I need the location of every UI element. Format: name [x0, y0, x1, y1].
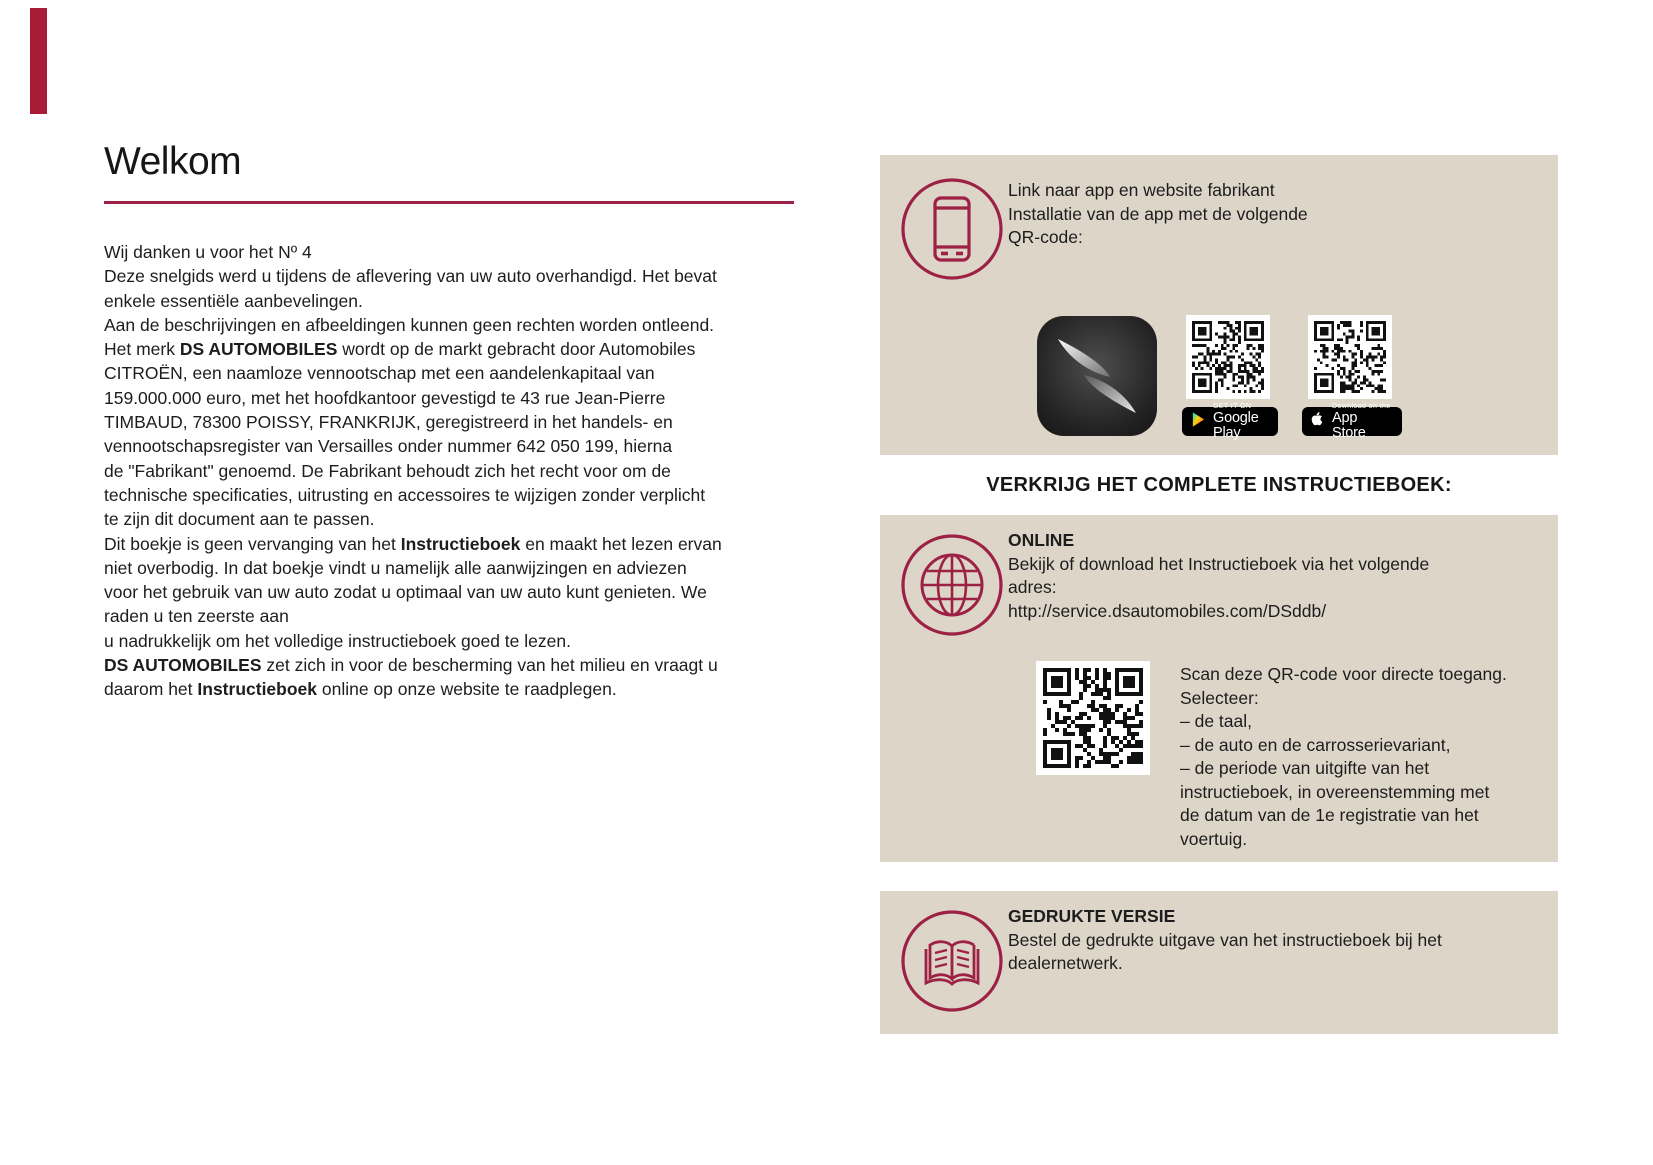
online-box-lines: Bekijk of download het Instructieboek via het volgende adres:: [1008, 553, 1430, 597]
smartphone-icon: [900, 177, 1004, 281]
apple-icon: [1310, 410, 1326, 434]
online-box-title: ONLINE: [1008, 530, 1075, 550]
app-box: [880, 155, 1558, 455]
app-box-text: Link naar app en website fabrikant Installatie van de app met de volgende QR-code:: [1008, 180, 1308, 247]
globe-icon: [900, 533, 1004, 637]
print-box-text: [1008, 905, 1442, 976]
intro-paragraph: Wij danken u voor het Nº 4 Deze snelgids werd u tijdens de aflevering van uw auto overhandigd. Het bevat enkele essentiële aanbevelingen. Aan de beschrijvingen en afbeeldingen kunnen geen rechten worden ontleend. Het merk DS AUTOMOBILES wordt op de markt gebracht door Automobiles CITROËN, een naamloze vennootschap met een aandelenkapitaal van 159.000.000 euro, met het hoofdkantoor gevestigd te 43 rue Jean-Pierre TIMBAUD, 78300 POISSY, FRANKRIJK, geregistreerd in het handels- en vennootschapsregister van Versailles onder nummer 642 050 199, hierna de "Fabrikant" genoemd. De Fabrikant behoudt zich het recht voor om de technische specificaties, uitrusting en accessoires te wijzigen zonder verplicht te zijn dit document aan te passen. Dit boekje is geen vervanging van het Instructieboek en maakt het lezen ervan niet overbodig. In dat boekje vindt u namelijk alle aanwijzingen en adviezen voor het gebruik van uw auto zodat u optimaal van uw auto kunt genieten. We raden u ten zeerste aan u nadrukkelijk om het volledige instructieboek goed te lezen. DS AUTOMOBILES zet zich in voor de bescherming van het milieu en vraagt u daarom het Instructieboek online op onze website te raadplegen.: [104, 242, 722, 700]
online-box-text: [1008, 529, 1429, 623]
ds-app-icon: [1036, 315, 1158, 437]
qr-code-manual: [1036, 661, 1150, 775]
manual-url[interactable]: http://service.dsautomobiles.com/DSddb/: [1008, 600, 1327, 621]
title-underline: [104, 201, 794, 204]
qr-code-google-play: [1186, 315, 1270, 399]
open-book-icon: [900, 909, 1004, 1013]
print-box-lines: Bestel de gedrukte uitgave van het instructieboek bij het dealernetwerk.: [1008, 929, 1442, 973]
qr-instructions: Scan deze QR-code voor directe toegang. Selecteer: – de taal, – de auto en de carrosserievariant, – de periode van uitgifte van het instructieboek, in overeenstemming met de datum van de 1e registratie van het voertuig.: [1180, 664, 1507, 849]
section-heading: VERKRIJG HET COMPLETE INSTRUCTIEBOEK:: [986, 474, 1452, 496]
online-box: [880, 515, 1558, 862]
chapter-ribbon: [30, 8, 47, 114]
google-play-badge[interactable]: [1182, 403, 1278, 441]
qr-code-app-store: [1308, 315, 1392, 399]
page-title: Welkom: [104, 140, 242, 183]
print-box: [880, 891, 1558, 1034]
badge-tagline: GET IT ON: [1213, 403, 1252, 410]
badge-store-name: App Store: [1332, 410, 1366, 441]
print-box-title: GEDRUKTE VERSIE: [1008, 906, 1176, 926]
app-store-badge[interactable]: [1302, 403, 1402, 441]
badge-tagline: Download on the: [1332, 403, 1391, 410]
play-triangle-icon: [1190, 411, 1207, 433]
badge-store-name: Google Play: [1213, 410, 1259, 441]
